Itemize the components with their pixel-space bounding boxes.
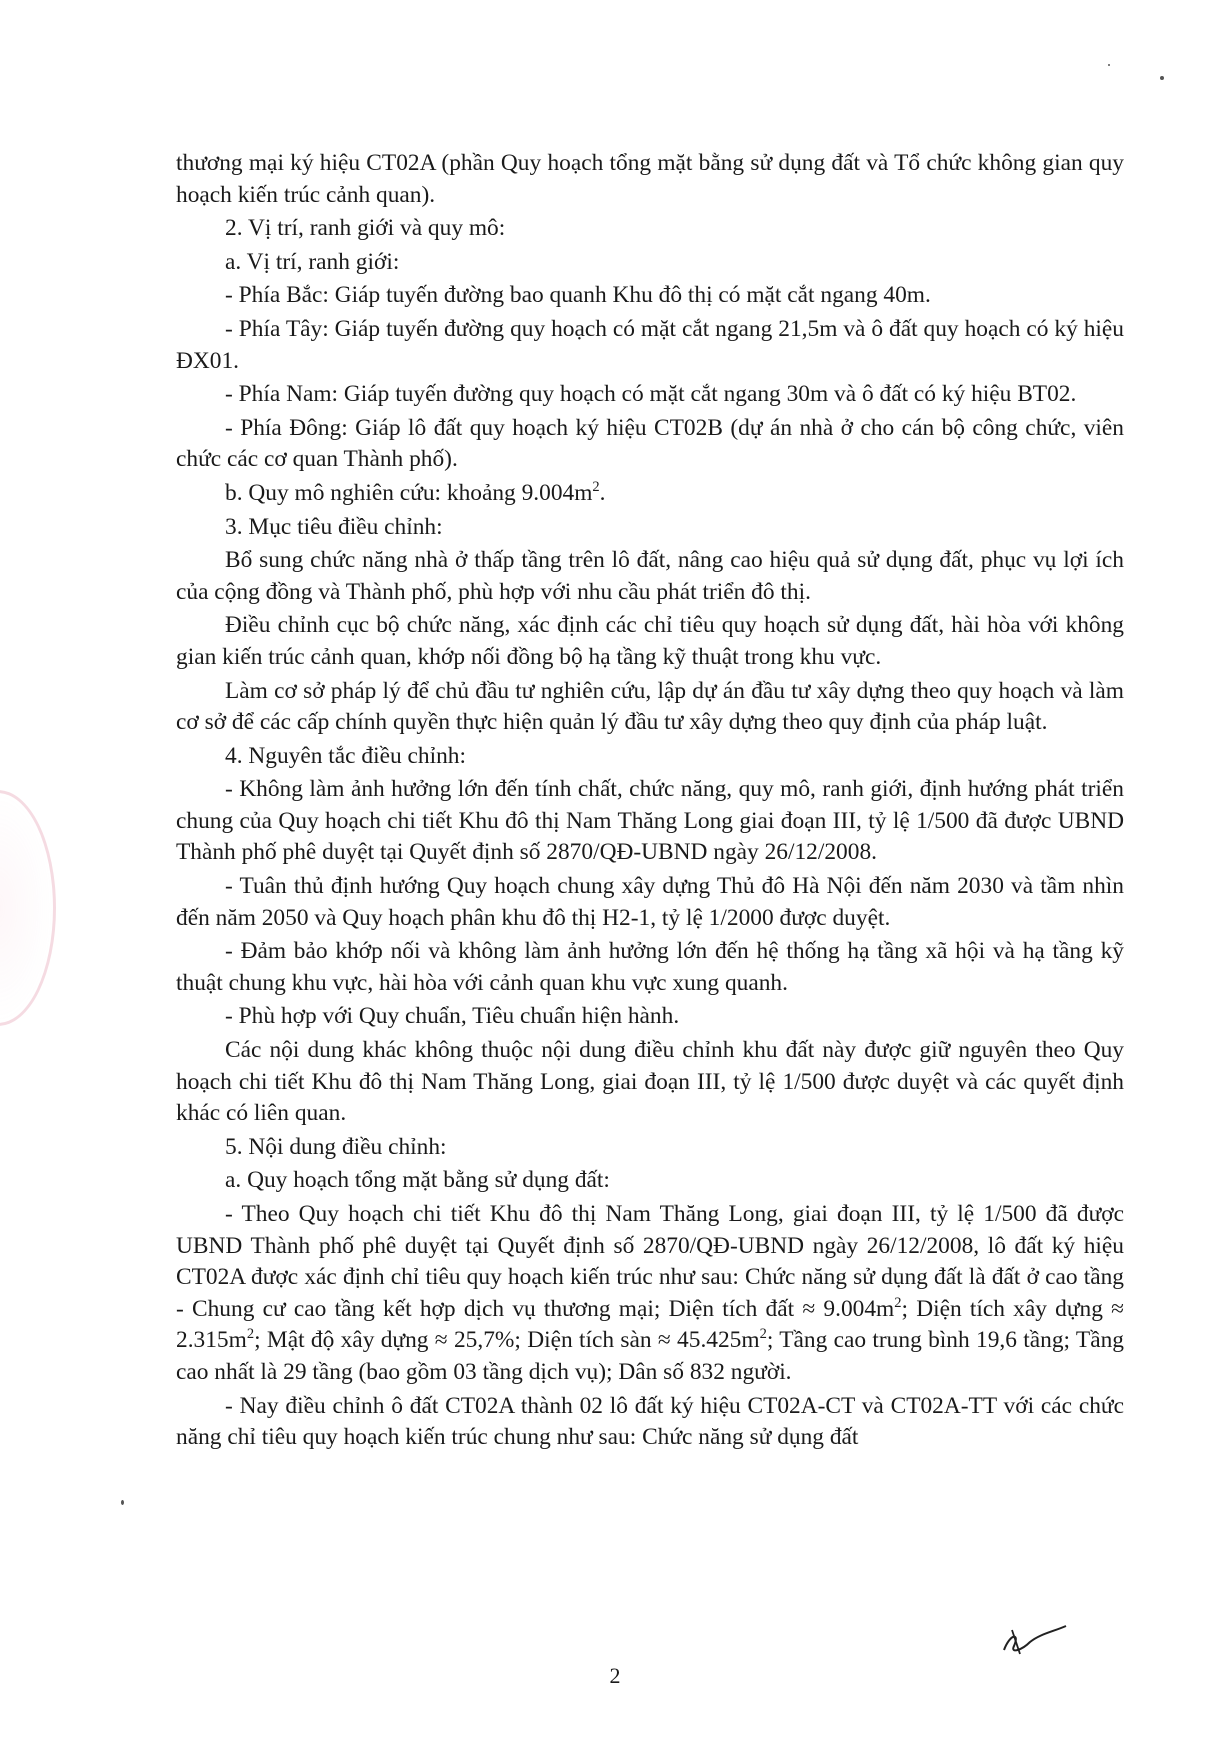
principle-item: - Phù hợp với Quy chuẩn, Tiêu chuẩn hiện hành. (225, 1003, 680, 1030)
document-body (176, 148, 1124, 1454)
principle-item: - Đảm bảo khớp nối và không làm ảnh hưởng lớn đến hệ thống hạ tầng xã hội và hạ tầng kỹ thuật chung khu vực, hài hòa với cảnh quan khu vực xung quanh. (176, 938, 1124, 996)
scan-speck (1160, 76, 1164, 80)
paragraph: Điều chỉnh cục bộ chức năng, xác định các chỉ tiêu quy hoạch sử dụng đất, hài hòa với không gian kiến trúc cảnh quan, khớp nối đồng bộ hạ tầng kỹ thuật trong khu vực. (176, 612, 1124, 670)
study-scale: b. Quy mô nghiên cứu: khoảng $9.004m^2$. (225, 479, 606, 506)
principle-item: - Không làm ảnh hưởng lớn đến tính chất, chức năng, quy mô, ranh giới, định hướng phát triển chung của Quy hoạch chi tiết Khu đô thị Nam Thăng Long giai đoạn III, tỷ lệ 1/500 đã được UBND Thành phố phê duyệt tại Quyết định số 2870/QĐ-UBND ngày 26/12/2008. (176, 776, 1124, 866)
signature-mark (1000, 1620, 1070, 1660)
section-heading: 3. Mục tiêu điều chỉnh: (225, 513, 443, 540)
paragraph: thương mại ký hiệu CT02A (phần Quy hoạch tổng mặt bằng sử dụng đất và Tổ chức không gian quy hoạch kiến trúc cảnh quan). (176, 150, 1124, 208)
current-plan-paragraph: - Theo Quy hoạch chi tiết Khu đô thị Nam Thăng Long, giai đoạn III, tỷ lệ 1/500 đã được UBND Thành phố phê duyệt tại Quyết định số 2870/QĐ-UBND ngày 26/12/2008, lô đất ký hiệu CT02A được xác định chỉ tiêu quy hoạch kiến trúc như sau: Chức năng sử dụng đất là đất ở cao tầng - Chung cư cao tầng kết hợp dịch vụ thương mại; Diện tích đất ≈ $9.004m^2$; Diện tích xây dựng ≈ $2.315m^2$; Mật độ xây dựng ≈ 25,7%; Diện tích sàn ≈ $45.425m^2$; Tầng cao trung bình 19,6 tầng; Tầng cao nhất là 29 tầng (bao gồm 03 tầng dịch vụ); Dân số 832 người. (176, 1201, 1124, 1385)
boundary-south: - Phía Nam: Giáp tuyến đường quy hoạch có mặt cắt ngang 30m và ô đất có ký hiệu BT02. (225, 381, 1077, 408)
paragraph: Các nội dung khác không thuộc nội dung điều chỉnh khu đất này được giữ nguyên theo Quy hoạch chi tiết Khu đô thị Nam Thăng Long, giai đoạn III, tỷ lệ 1/500 được duyệt và các quyết định khác có liên quan. (176, 1037, 1124, 1127)
scan-speck (121, 1500, 124, 1505)
scan-speck (1108, 64, 1110, 66)
section-heading: 5. Nội dung điều chỉnh: (225, 1133, 447, 1160)
section-heading: 2. Vị trí, ranh giới và quy mô: (225, 215, 506, 242)
red-seal-stamp (0, 790, 56, 1026)
boundary-east: - Phía Đông: Giáp lô đất quy hoạch ký hiệu CT02B (dự án nhà ở cho cán bộ công chức, viên chức các cơ quan Thành phố). (176, 414, 1124, 473)
page-number: 2 (609, 1663, 621, 1688)
subsection-heading: a. Quy hoạch tổng mặt bằng sử dụng đất: (225, 1167, 610, 1194)
principle-item: - Tuân thủ định hướng Quy hoạch chung xây dựng Thủ đô Hà Nội đến năm 2030 và tầm nhìn đến năm 2050 và Quy hoạch phân khu đô thị H2-1, tỷ lệ 1/2000 được duyệt. (176, 873, 1124, 931)
paragraph: Bổ sung chức năng nhà ở thấp tầng trên lô đất, nâng cao hiệu quả sử dụng đất, phục vụ lợi ích của cộng đồng và Thành phố, phù hợp với nhu cầu phát triển đô thị. (176, 547, 1124, 605)
boundary-west: - Phía Tây: Giáp tuyến đường quy hoạch có mặt cắt ngang 21,5m và ô đất quy hoạch có ký hiệu ĐX01. (176, 315, 1124, 374)
paragraph: Làm cơ sở pháp lý để chủ đầu tư nghiên cứu, lập dự án đầu tư xây dựng theo quy hoạch và làm cơ sở để các cấp chính quyền thực hiện quản lý đầu tư xây dựng theo quy định của pháp luật. (176, 677, 1124, 736)
section-heading: 4. Nguyên tắc điều chỉnh: (225, 742, 466, 769)
boundary-north: - Phía Bắc: Giáp tuyến đường bao quanh Khu đô thị có mặt cắt ngang 40m. (225, 282, 931, 309)
paragraph: - Nay điều chỉnh ô đất CT02A thành 02 lô đất ký hiệu CT02A-CT và CT02A-TT với các chức năng chỉ tiêu quy hoạch kiến trúc chung như sau: Chức năng sử dụng đất (176, 1392, 1124, 1451)
subsection-heading: a. Vị trí, ranh giới: (225, 248, 400, 275)
